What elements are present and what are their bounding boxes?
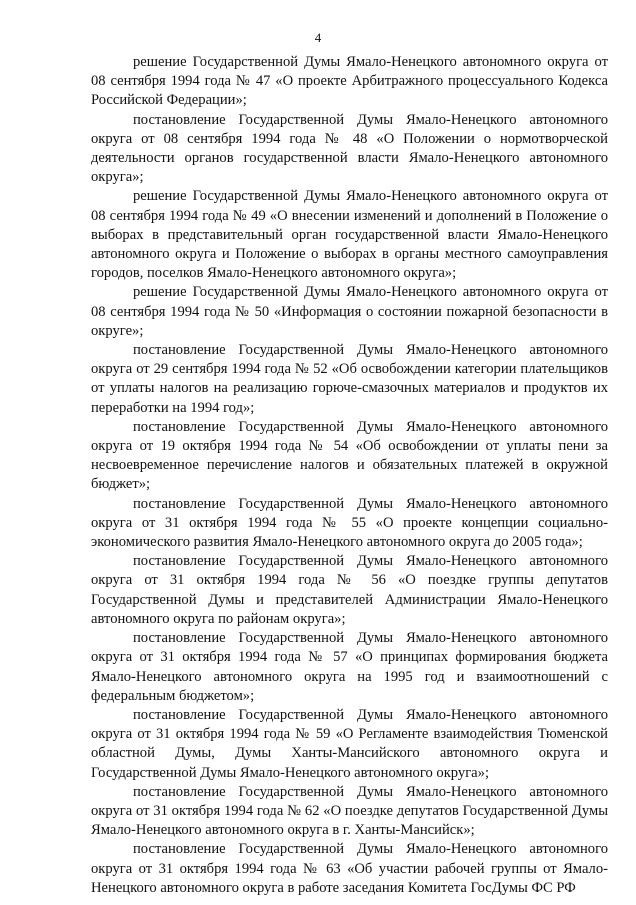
list-item: постановление Государственной Думы Ямало-Ненецкого автономного округа от 08 сентября 1994 года № 48 «О Положении о нормотворческой деятельности органов государственной власти Ямало-Ненецкого автономного округа»; <box>91 111 608 186</box>
page-number: 4 <box>314 30 322 45</box>
list-item: постановление Государственной Думы Ямало-Ненецкого автономного округа от 31 октября 1994 года № 56 «О поездке группы депутатов Государственной Думы и представителей Администрации Ямало-Ненецкого автономного округа по районам округа»; <box>91 553 608 627</box>
list-item: постановление Государственной Думы Ямало-Ненецкого автономного округа от 31 октября 1994 года № 55 «О проекте концепции социально-экономического развития Ямало-Ненецкого автономного округа до 2005 года»; <box>91 495 608 551</box>
list-item: постановление Государственной Думы Ямало-Ненецкого автономного округа от 29 сентября 1994 года № 52 «Об освобождении категории плательщиков от уплаты налогов на реализацию горюче-смазочных материалов и продуктов их переработки на 1994 год»; <box>91 342 608 416</box>
list-item: решение Государственной Думы Ямало-Ненецкого автономного округа от 08 сентября 1994 года № 49 «О внесении изменений и дополнений в Положение о выборах в представительный орган государственной власти Ямало-Ненецкого автономного округа и Положение о выборах в органы местного самоуправления городов, поселков Ямало-Ненецкого автономного округа»; <box>91 188 608 282</box>
list-item: постановление Государственной Думы Ямало-Ненецкого автономного округа от 31 октября 1994 года № 57 «О принципах формирования бюджета Ямало-Ненецкого автономного округа на 1995 год и взаимоотношений с федеральным бюджетом»; <box>91 630 608 704</box>
list-item: постановление Государственной Думы Ямало-Ненецкого автономного округа от 19 октября 1994 года № 54 «Об освобождении от уплаты пени за несвоевременное перечисление налогов и обязательных платежей в окружной бюджет»; <box>91 418 608 493</box>
list-item: постановление Государственной Думы Ямало-Ненецкого автономного округа от 31 октября 1994 года № 62 «О поездке депутатов Государственной Думы Ямало-Ненецкого автономного округа в г. Ханты-Мансийск»; <box>91 783 608 839</box>
document-body <box>91 53 608 898</box>
list-item: решение Государственной Думы Ямало-Ненецкого автономного округа от 08 сентября 1994 года № 47 «О проекте Арбитражного процессуального Кодекса Российской Федерации»; <box>91 54 608 109</box>
list-item: постановление Государственной Думы Ямало-Ненецкого автономного округа от 31 октября 1994 года № 59 «О Регламенте взаимодействия Тюменской областной Думы, Думы Ханты-Мансийского автономного округа и Государственной Думы Ямало-Ненецкого автономного округа»; <box>91 706 608 781</box>
list-item: постановление Государственной Думы Ямало-Ненецкого автономного округа от 31 октября 1994 года № 63 «Об участии рабочей группы от Ямало-Ненецкого автономного округа в работе заседания Комитета ГосДумы ФС РФ <box>91 841 608 896</box>
list-item: решение Государственной Думы Ямало-Ненецкого автономного округа от 08 сентября 1994 года № 50 «Информация о состоянии пожарной безопасности в округе»; <box>91 284 608 339</box>
